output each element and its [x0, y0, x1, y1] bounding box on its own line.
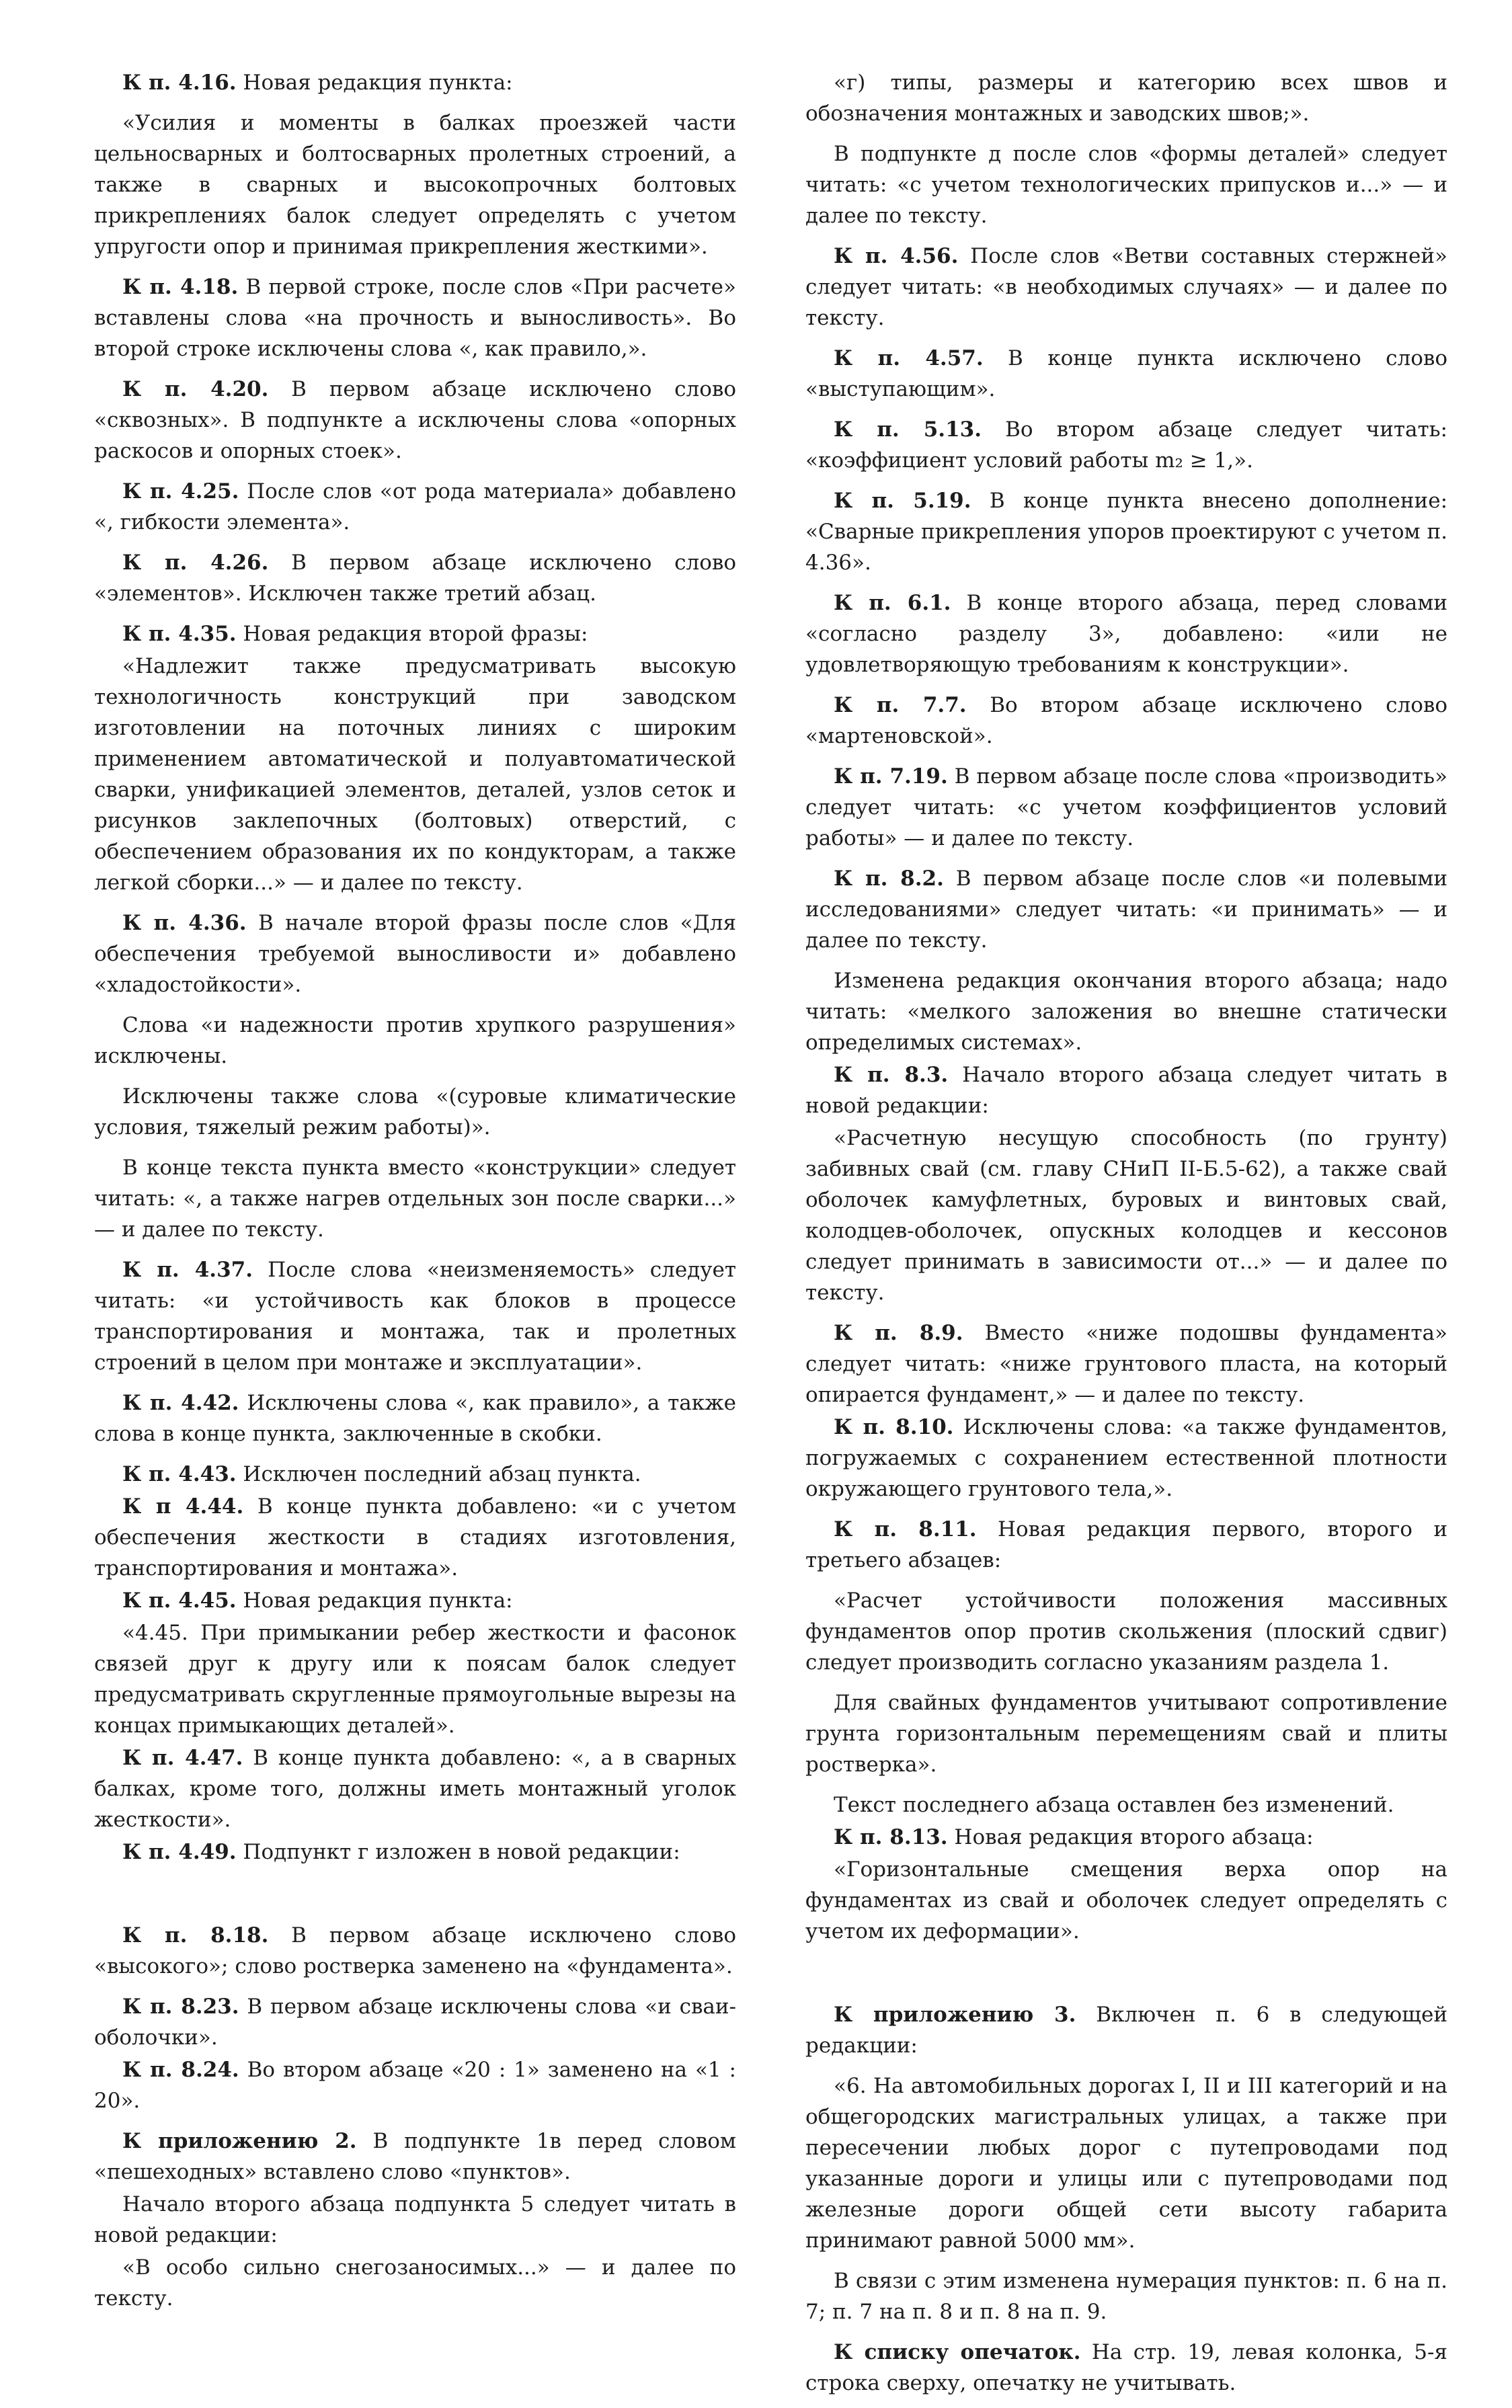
clause-ref: К п. 7.19.	[834, 764, 948, 789]
clause-ref: К п. 8.24.	[122, 2058, 239, 2082]
clause-ref: К п. 6.1.	[834, 591, 951, 615]
clause-ref: К п. 4.16.	[122, 71, 237, 95]
paragraph-text: Для свайных фундаментов учитывают сопротивление грунта горизонтальным перемещениям свай и плиты ростверка».	[805, 1691, 1447, 1777]
paragraph-text: После слова «неизменяемость» следует читать: «и устойчивость как блоков в процессе транспортирования и монтажа, так и пролетных строений в целом при монтаже и эксплуатации».	[94, 1258, 736, 1375]
paragraph-text: «Расчет устойчивости положения массивных фундаментов опор против скольжения (плоский сдвиг) следует производить согласно указаниям раздела 1.	[805, 1589, 1447, 1675]
paragraph	[94, 1388, 736, 1449]
paragraph	[805, 2337, 1447, 2399]
paragraph	[805, 1514, 1447, 1576]
clause-ref: К п. 4.49.	[122, 1840, 237, 1864]
clause-ref: К п. 8.11.	[834, 1517, 977, 1541]
paragraph	[94, 1585, 736, 1616]
paragraph-text: «Расчетную несущую способность (по грунту) забивных свай (см. главу СНиП II-Б.5-62), а также свай оболочек камуфлетных, буровых и винтовых свай, колодцев-оболочек, опускных колодцев и кессонов следует принимать в зависимости от...» — и далее по тексту.	[805, 1126, 1447, 1305]
paragraph-text: В подпункте д после слов «формы деталей» следует читать: «с учетом технологических припусков и...» — и далее по тексту.	[805, 142, 1447, 228]
paragraph	[805, 2265, 1447, 2327]
paragraph-text: В первом абзаце исключены слова «и сваи-оболочки».	[94, 1995, 737, 2050]
clause-ref: К приложению 2.	[122, 2129, 357, 2153]
paragraph	[94, 1010, 736, 1072]
paragraph-text: На стр. 19, левая колонка, 5-я строка сверху, опечатку не учитывать.	[805, 2340, 1447, 2395]
paragraph-text: В первом абзаце после слова «производить» следует читать: «с учетом коэффициентов условий работы» — и далее по тексту.	[805, 764, 1447, 850]
paragraph	[94, 1617, 736, 1741]
paragraph	[94, 547, 736, 609]
paragraph	[805, 1123, 1447, 1308]
paragraph	[805, 1318, 1447, 1410]
clause-ref: К п. 4.20.	[122, 377, 269, 401]
clause-ref: К п. 4.26.	[122, 551, 269, 575]
paragraph	[805, 1790, 1447, 1820]
paragraph	[805, 485, 1447, 578]
clause-ref: К п. 4.43.	[122, 1462, 237, 1486]
paragraph-text: Вместо «ниже подошвы фундамента» следует читать: «ниже грунтового пласта, на который опирается фундамент,» — и далее по тексту.	[805, 1321, 1447, 1407]
paragraph	[94, 2054, 736, 2116]
paragraph-text: «г) типы, размеры и категорию всех швов и обозначения монтажных и заводских швов;».	[805, 71, 1447, 126]
paragraph-text: Новая редакция первого, второго и третьего абзацев:	[805, 1517, 1447, 1572]
paragraph-text: Подпункт г изложен в новой редакции:	[236, 1840, 680, 1864]
paragraph	[805, 1059, 1447, 1121]
paragraph-text: В связи с этим изменена нумерация пунктов: п. 6 на п. 7; п. 7 на п. 8 и п. 8 на п. 9.	[805, 2269, 1447, 2324]
clause-ref: К приложению 3.	[834, 2003, 1076, 2027]
paragraph-text: Исключены слова «, как правило», а также слова в конце пункта, заключенные в скобки.	[94, 1391, 736, 1446]
paragraph	[805, 1412, 1447, 1504]
paragraph-text: В конце пункта добавлено: «, а в сварных балках, кроме того, должны иметь монтажный уголок жесткости».	[94, 1746, 736, 1832]
paragraph	[94, 1920, 736, 1982]
paragraph	[94, 2252, 736, 2314]
paragraph	[805, 761, 1447, 854]
paragraph-text: В начале второй фразы после слов «Для обеспечения требуемой выносливости и» добавлено «хладостойкости».	[94, 911, 737, 997]
paragraph-text: «Горизонтальные смещения верха опор на фундаментах из свай и оболочек следует определять с учетом их деформации».	[805, 1857, 1447, 1943]
paragraph	[805, 863, 1447, 956]
paragraph-text: В первом абзаце исключено слово «высокого»; слово ростверка заменено на «фундамента».	[94, 1923, 737, 1978]
paragraph-text: В подпункте 1в перед словом «пешеходных» вставлено слово «пунктов».	[94, 2129, 736, 2184]
paragraph-text: Начало второго абзаца следует читать в новой редакции:	[805, 1063, 1447, 1118]
paragraph-text: «6. На автомобильных дорогах I, II и III категорий и на общегородских магистральных улицах, а также при пересечении любых дорог с путепроводами под указанные дороги и улицы или с путепроводами под железные дороги общей сети высоту габарита принимают равной 5000 мм».	[805, 2074, 1447, 2253]
clause-ref: К п. 8.13.	[834, 1825, 948, 1849]
paragraph	[94, 1837, 736, 1868]
paragraph	[94, 1081, 736, 1143]
paragraph	[94, 272, 736, 364]
paragraph	[94, 908, 736, 1000]
paragraph-text: Во втором абзаце исключено слово «мартеновской».	[805, 693, 1448, 748]
clause-ref: К п. 4.45.	[122, 1589, 237, 1613]
paragraph	[94, 108, 736, 262]
paragraph	[805, 1822, 1447, 1853]
clause-ref: К п. 8.23.	[122, 1995, 239, 2019]
clause-ref: К п. 8.2.	[834, 867, 944, 891]
clause-ref: К п. 4.25.	[122, 479, 239, 504]
clause-ref: К п 4.44.	[122, 1494, 244, 1519]
paragraph	[805, 965, 1447, 1058]
paragraph	[805, 1585, 1447, 1678]
paragraph-text: В конце пункта внесено дополнение: «Сварные прикрепления упоров проектируют с учетом п. 4.36».	[805, 489, 1448, 575]
paragraph	[805, 138, 1447, 231]
paragraph	[94, 2126, 736, 2188]
spacer	[94, 1877, 736, 1920]
clause-ref: К п. 8.9.	[834, 1321, 963, 1345]
paragraph-text: В первом абзаце после слов «и полевыми исследованиями» следует читать: «и принимать» — и далее по тексту.	[805, 867, 1447, 953]
paragraph-text: Новая редакция пункта:	[236, 1589, 513, 1613]
clause-ref: К п. 4.47.	[122, 1746, 243, 1770]
paragraph	[94, 1152, 736, 1245]
clause-ref: К п. 8.18.	[122, 1923, 269, 1948]
clause-ref: К п. 4.35.	[122, 622, 237, 646]
paragraph-text: «В особо сильно снегозаносимых...» — и далее по тексту.	[94, 2255, 736, 2311]
paragraph	[805, 690, 1447, 752]
paragraph	[94, 476, 736, 538]
paragraph	[805, 241, 1447, 333]
paragraph-text: Текст последнего абзаца оставлен без изменений.	[834, 1793, 1394, 1817]
clause-ref: К п. 4.18.	[122, 275, 239, 299]
paragraph-text: Начало второго абзаца подпункта 5 следует читать в новой редакции:	[94, 2192, 736, 2247]
clause-ref: К п. 5.19.	[834, 489, 971, 513]
paragraph-text: Включен п. 6 в следующей редакции:	[805, 2003, 1447, 2058]
paragraph	[94, 1991, 736, 2053]
paragraph-text: В конце второго абзаца, перед словами «согласно разделу 3», добавлено: «или не удовлетворяющую требованиям к конструкции».	[805, 591, 1447, 677]
paragraph	[94, 618, 736, 649]
spacer	[805, 1956, 1447, 1999]
paragraph-text: «Усилия и моменты в балках проезжей части цельносварных и болтосварных пролетных строений, а также в сварных и высокопрочных болтовых прикреплениях балок следует определять с учетом упругости опор и принимая прикрепления жесткими».	[94, 111, 736, 259]
paragraph	[805, 67, 1447, 129]
paragraph-text: В конце пункта исключено слово «выступающим».	[805, 346, 1448, 401]
paragraph-text: Исключен последний абзац пункта.	[236, 1462, 641, 1486]
paragraph	[94, 1459, 736, 1490]
paragraph-text: В конце текста пункта вместо «конструкции» следует читать: «, а также нагрев отдельных зон после сварки...» — и далее по тексту.	[94, 1156, 736, 1242]
paragraph	[805, 2071, 1447, 2256]
paragraph	[94, 1254, 736, 1378]
left-column	[94, 67, 736, 2323]
paragraph	[94, 374, 736, 467]
paragraph-text: В первой строке, после слов «При расчете» вставлены слова «на прочность и выносливость». Во второй строке исключены слова «, как правило,».	[94, 275, 736, 361]
paragraph-text: В первом абзаце исключено слово «элементов». Исключен также третий абзац.	[94, 551, 737, 606]
paragraph	[805, 414, 1447, 476]
clause-ref: К списку опечаток.	[834, 2340, 1081, 2364]
paragraph	[805, 1854, 1447, 1947]
clause-ref: К п. 4.36.	[122, 911, 247, 935]
paragraph	[94, 1742, 736, 1835]
clause-ref: К п. 4.56.	[834, 244, 959, 268]
paragraph	[94, 651, 736, 898]
paragraph	[805, 1687, 1447, 1780]
paragraph-text: После слов «Ветви составных стержней» следует читать: «в необходимых случаях» — и далее по тексту.	[805, 244, 1447, 330]
paragraph-text: Во втором абзаце следует читать: «коэффициент условий работы m₂ ≥ 1,».	[805, 417, 1447, 473]
paragraph	[805, 343, 1447, 405]
paragraph-text: «Надлежит также предусматривать высокую технологичность конструкций при заводском изготовлении на поточных линиях с широким применением автоматической и полуавтоматической сварки, унификацией элементов, деталей, узлов сеток и рисунков заклепочных (болтовых) отверстий, с обеспечением образования их по кондукторам, а также легкой сборки...» — и далее по тексту.	[94, 654, 736, 895]
paragraph	[94, 2189, 736, 2251]
paragraph	[94, 67, 736, 98]
paragraph-text: Исключены также слова «(суровые климатические условия, тяжелый режим работы)».	[94, 1084, 736, 1139]
paragraph-text: Изменена редакция окончания второго абзаца; надо читать: «мелкого заложения во внешне статически определимых системах».	[805, 969, 1447, 1055]
paragraph	[805, 1999, 1447, 2061]
paragraph-text: В конце пункта добавлено: «и с учетом обеспечения жесткости в стадиях изготовления, транспортирования и монтажа».	[94, 1494, 736, 1580]
clause-ref: К п. 8.3.	[834, 1063, 949, 1087]
clause-ref: К п. 4.42.	[122, 1391, 239, 1415]
clause-ref: К п. 8.10.	[834, 1415, 954, 1439]
paragraph	[805, 588, 1447, 680]
clause-ref: К п. 7.7.	[834, 693, 967, 717]
paragraph-text: После слов «от рода материала» добавлено «, гибкости элемента».	[94, 479, 736, 534]
paragraph-text: Новая редакция пункта:	[236, 71, 513, 95]
clause-ref: К п. 4.57.	[834, 346, 984, 370]
clause-ref: К п. 5.13.	[834, 417, 982, 442]
paragraph-text: Новая редакция второго абзаца:	[947, 1825, 1314, 1849]
right-column	[805, 67, 1447, 2408]
paragraph-text: Исключены слова: «а также фундаментов, погружаемых с сохранением естественной плотности окружающего грунтового тела,».	[805, 1415, 1448, 1501]
paragraph-text: Новая редакция второй фразы:	[236, 622, 588, 646]
paragraph-text: «4.45. При примыкании ребер жесткости и фасонок связей друг к другу или к поясам балок следует предусматривать скругленные прямоугольные вырезы на концах примыкающих деталей».	[94, 1621, 736, 1738]
paragraph-text: Во втором абзаце «20 : 1» заменено на «1 : 20».	[94, 2058, 736, 2113]
clause-ref: К п. 4.37.	[122, 1258, 253, 1282]
paragraph-text: Слова «и надежности против хрупкого разрушения» исключены.	[94, 1013, 736, 1068]
paragraph	[94, 1491, 736, 1584]
paragraph-text: В первом абзаце исключено слово «сквозных». В подпункте а исключены слова «опорных раскосов и опорных стоек».	[94, 377, 737, 463]
